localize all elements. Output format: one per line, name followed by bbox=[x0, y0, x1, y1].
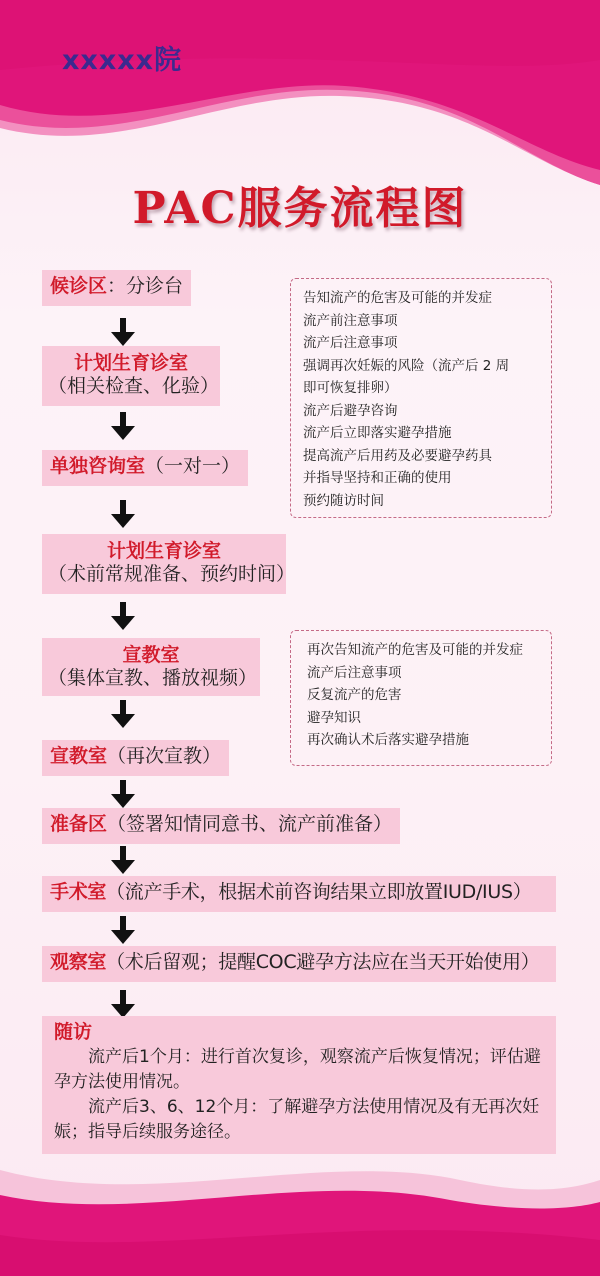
note-line: 流产前注意事项 bbox=[303, 312, 398, 329]
flow-arrow-down bbox=[111, 602, 135, 632]
note-line: 反复流产的危害 bbox=[307, 687, 402, 703]
note-line: 流产后立即落实避孕措施 bbox=[303, 425, 452, 441]
step-name: 准备区 bbox=[50, 813, 108, 835]
note-line: 流产后注意事项 bbox=[303, 335, 398, 351]
step-name: 计划生育诊室 bbox=[73, 352, 188, 374]
step-detail: ：分诊台 bbox=[107, 275, 184, 297]
followup-paragraph-2: 流产后3、6、12个月：了解避孕方法使用情况及有无再次妊娠；指导后续服务途径。 bbox=[54, 1097, 540, 1142]
step-detail: （相关检查、化验） bbox=[48, 375, 220, 397]
step-name: 候诊区 bbox=[50, 275, 108, 297]
note-line: 避孕知识 bbox=[307, 709, 361, 726]
followup-title: 随访 bbox=[54, 1021, 93, 1043]
step-education-room bbox=[42, 638, 260, 696]
followup-paragraph-1: 流产后1个月：进行首次复诊，观察流产后恢复情况；评估避孕方法使用情况。 bbox=[54, 1047, 541, 1092]
step-detail: （一对一） bbox=[145, 455, 241, 477]
step-waiting-area bbox=[42, 270, 191, 306]
step-family-planning-clinic bbox=[42, 346, 220, 406]
step-detail: （术后留观；提醒COC避孕方法应在当天开始使用） bbox=[106, 951, 540, 973]
step-name: 单独咨询室 bbox=[50, 455, 146, 477]
step-name: 计划生育诊室 bbox=[106, 540, 221, 562]
step-individual-counseling-room bbox=[42, 450, 248, 486]
flow-arrow-down bbox=[111, 700, 135, 730]
step-name: 手术室 bbox=[50, 881, 107, 903]
step-detail: （再次宣教） bbox=[107, 745, 222, 767]
note-line: 即可恢复排卵） bbox=[303, 380, 398, 396]
flow-arrow-down bbox=[111, 846, 135, 876]
header-wave-background bbox=[0, 0, 600, 200]
note-line: 并指导坚持和正确的使用 bbox=[303, 470, 452, 486]
step-detail: （术前常规准备、预约时间） bbox=[48, 563, 296, 585]
education-notes-box bbox=[290, 630, 552, 766]
flow-arrow-down bbox=[111, 916, 135, 946]
step-family-planning-clinic-preop bbox=[42, 534, 296, 594]
note-line: 预约随访时间 bbox=[303, 492, 384, 509]
flow-arrow-down bbox=[111, 780, 135, 810]
note-line: 提高流产后用药及必要避孕药具 bbox=[303, 447, 492, 464]
followup-box bbox=[42, 1016, 556, 1154]
step-name: 宣教室 bbox=[50, 745, 108, 767]
step-detail: （集体宣教、播放视频） bbox=[48, 667, 258, 689]
step-detail: （签署知情同意书、流产前准备） bbox=[107, 813, 393, 835]
note-line: 再次确认术后落实避孕措施 bbox=[307, 732, 469, 748]
counseling-notes-box bbox=[290, 278, 552, 518]
note-line: 流产后避孕咨询 bbox=[303, 402, 398, 419]
step-name: 宣教室 bbox=[122, 644, 180, 666]
step-name: 观察室 bbox=[50, 951, 107, 973]
step-education-room-again bbox=[42, 740, 229, 776]
flow-arrow-down bbox=[111, 318, 135, 348]
note-line: 流产后注意事项 bbox=[307, 664, 402, 681]
step-observation-room bbox=[42, 946, 556, 982]
hospital-name: xxxxx院 bbox=[62, 45, 183, 76]
note-line: 强调再次妊娠的风险（流产后 2 周 bbox=[303, 357, 510, 374]
step-detail: （流产手术，根据术前咨询结果立即放置IUD/IUS） bbox=[106, 881, 532, 903]
flow-arrow-down bbox=[111, 500, 135, 530]
page-title: PAC服务流程图 bbox=[132, 183, 468, 234]
note-line: 告知流产的危害及可能的并发症 bbox=[303, 290, 492, 306]
note-line: 再次告知流产的危害及可能的并发症 bbox=[307, 642, 523, 658]
step-preparation-area bbox=[42, 808, 400, 844]
footer-wave-background bbox=[0, 1140, 600, 1276]
flow-arrow-down bbox=[111, 412, 135, 442]
step-operating-room bbox=[42, 876, 556, 912]
